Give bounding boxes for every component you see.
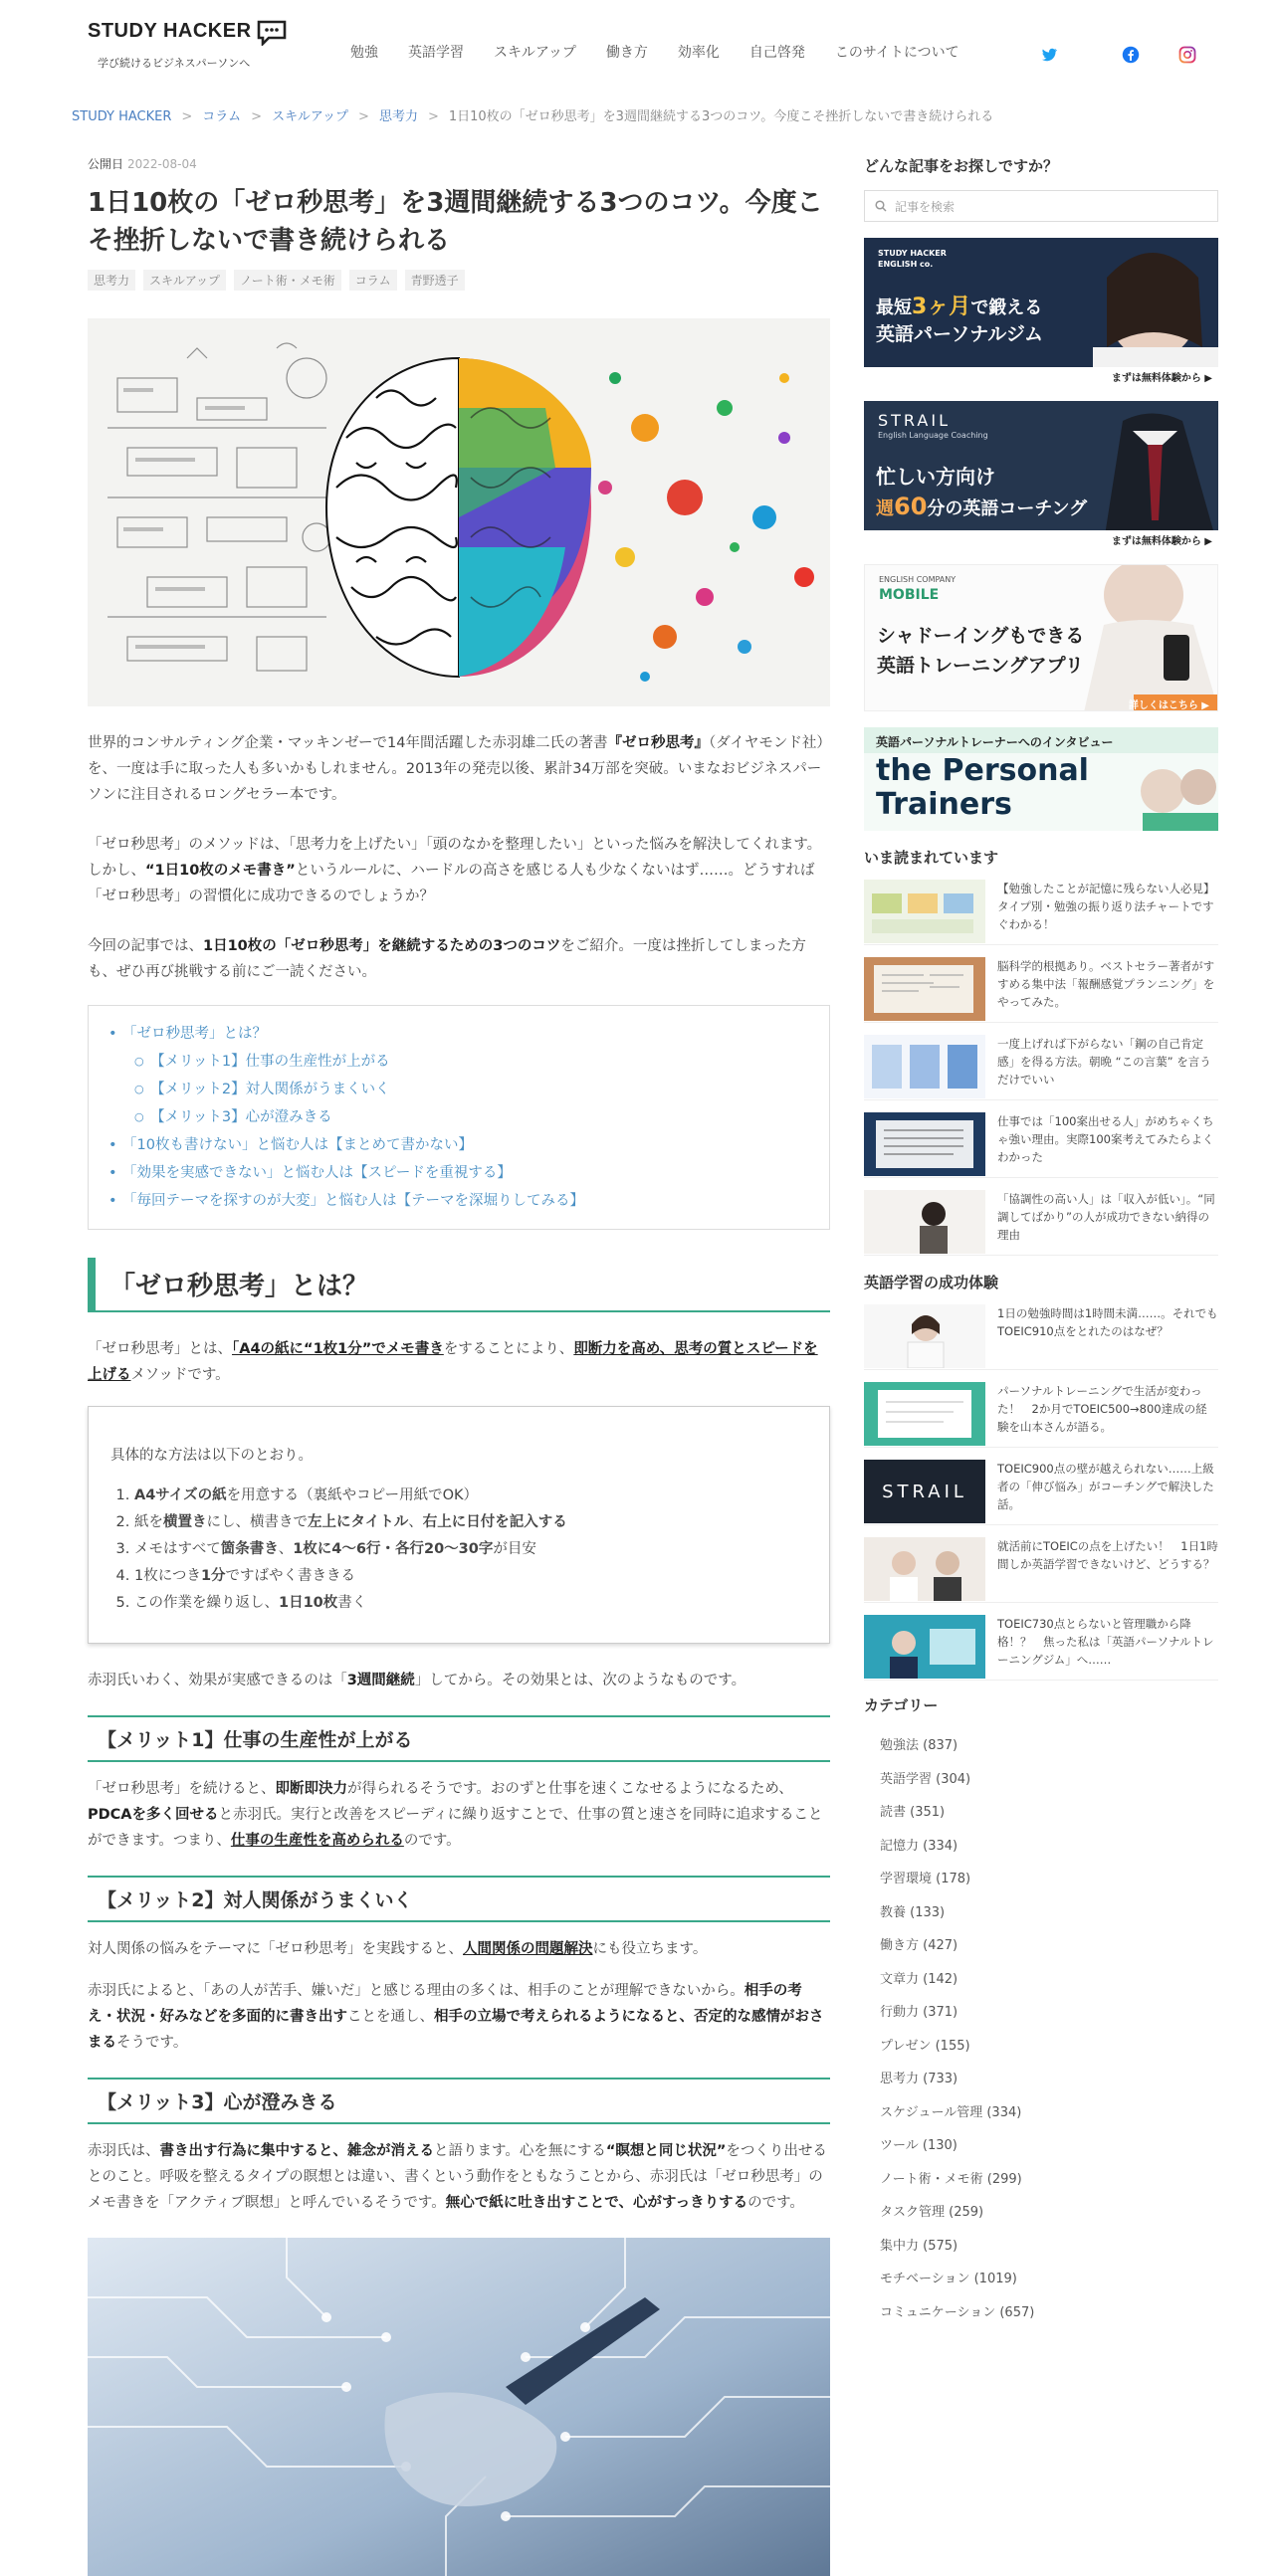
- intro-paragraph-1: [88, 730, 830, 808]
- breadcrumb-home[interactable]: STUDY HACKER: [72, 109, 172, 124]
- category-item[interactable]: 勉強法 (837): [880, 1738, 958, 1753]
- intro-paragraph-2: [88, 832, 830, 909]
- category-item[interactable]: 行動力 (371): [880, 2005, 958, 2020]
- method-step: [134, 1563, 807, 1590]
- m2-bold: 相手の考え・状況・好みなどを多面的に書き出す: [88, 1983, 802, 2025]
- ranking-title: 仕事では「100案出せる人」がめちゃくちゃ強い理由。実際100案考えてみたらよくわかった: [997, 1114, 1214, 1164]
- tag-author[interactable]: 青野透子: [405, 270, 465, 291]
- m3-bold: 無心で紙に吐き出すことで、心がすっきりする: [445, 2195, 748, 2211]
- intro3-text: 今回の記事では、: [88, 938, 203, 954]
- ranking-title: 一度上げれば下がらない「鋼の自己肯定感」を得る方法。朝晩 “この言葉” を言うだけでいい: [997, 1037, 1211, 1087]
- m3-text: のです。: [747, 2195, 804, 2211]
- ranking-thumb: [864, 1112, 985, 1176]
- m1-text: のです。: [403, 1833, 461, 1849]
- ad-strail-sub: English Language Coaching: [878, 431, 988, 440]
- nav-item-efficiency[interactable]: 効率化: [677, 45, 720, 61]
- logo-tagline: 学び続けるビジネスパーソンへ: [98, 57, 251, 70]
- method-step: [134, 1590, 807, 1617]
- intro3-bold: 1日10枚の「ゼロ秒思考」を継続するための3つのコツ: [203, 938, 561, 954]
- method-box: [88, 1406, 830, 1644]
- sidebar: [864, 155, 1218, 2329]
- ranking-item[interactable]: [864, 957, 1218, 1023]
- intro1-text: 世界的コンサルティング企業・マッキンゼーで14年間活躍した赤羽雄二氏の著書: [88, 735, 608, 751]
- toc-item[interactable]: ○ 【メリット2】対人関係がうまくいく: [108, 1076, 811, 1103]
- toc-item[interactable]: • 「効果を実感できない」と悩む人は【スピードを重視する】: [108, 1159, 811, 1187]
- ad-mobile-app[interactable]: [864, 564, 1218, 711]
- nav-item-workstyle[interactable]: 働き方: [605, 45, 648, 61]
- m3-bold: “瞑想と同じ状況”: [605, 2143, 727, 2159]
- ad-personal-trainers[interactable]: [864, 727, 1218, 831]
- success-thumb: [864, 1304, 985, 1368]
- success-item[interactable]: [864, 1304, 1218, 1370]
- category-item[interactable]: 教養 (133): [880, 1904, 946, 1920]
- logo-text: STUDY HACKER: [88, 20, 252, 42]
- step-text: にし、横書きで: [206, 1514, 308, 1530]
- def-text: 「ゼロ秒思考」とは、: [88, 1341, 232, 1357]
- tag-note[interactable]: ノート術・メモ術: [234, 270, 341, 291]
- hero-brain-image: [88, 318, 830, 706]
- success-thumb: [864, 1382, 985, 1446]
- step-text: 書く: [337, 1595, 367, 1611]
- nav-item-study[interactable]: 勉強: [350, 45, 378, 61]
- search-input[interactable]: [864, 190, 1218, 222]
- method-step: [134, 1536, 807, 1563]
- m2-bold: 人間関係の問題解決: [463, 1941, 593, 1957]
- m2-text: 対人関係の悩みをテーマに「ゼロ秒思考」を実践すると、: [88, 1941, 463, 1957]
- category-item[interactable]: 学習環境 (178): [880, 1872, 971, 1886]
- toc-item[interactable]: • 「10枚も書けない」と悩む人は【まとめて書かない】: [108, 1131, 811, 1159]
- intro2-text: 「ゼロ秒思考」のメソッドは、「思考力を上げたい」「頭のなかを整理したい」といった悩みを解決してくれます。しかし、: [88, 837, 822, 879]
- success-thumb-label: STRAIL: [882, 1481, 967, 1502]
- effect-paragraph: [88, 1668, 830, 1693]
- m3-bold: 書き出す行為に集中すると、雑念が消える: [159, 2143, 434, 2159]
- ad-english-cta: まずは無料体験から ▶: [1111, 373, 1212, 384]
- category-item[interactable]: 集中力 (575): [880, 2238, 958, 2254]
- ad-strail-brand: STRAIL: [878, 411, 951, 430]
- step-bold: 1分: [200, 1568, 226, 1584]
- ad-strail[interactable]: [864, 401, 1218, 548]
- tag-column[interactable]: コラム: [349, 270, 397, 291]
- success-title: パーソナルトレーニングで生活が変わった！ 2か月でTOEIC500→800達成の経験を山本さんが語る。: [997, 1384, 1207, 1434]
- success-thumb: [864, 1460, 985, 1523]
- m2-text: にも役立ちます。: [592, 1941, 708, 1957]
- intro1-book: 『ゼロ秒思考』: [607, 735, 709, 751]
- step-bold: 1枚に4～6行・各行20～30字: [293, 1541, 494, 1557]
- section-heading: 「ゼロ秒思考」とは？: [88, 1258, 830, 1312]
- m1-bold: 即断即決力: [275, 1781, 347, 1797]
- ranking-thumb: [864, 1190, 985, 1254]
- category-list: [864, 1729, 1218, 2329]
- step-bold: 横置き: [163, 1514, 207, 1530]
- ranking-thumb: [864, 1035, 985, 1098]
- step-text: 1枚につき: [134, 1568, 201, 1584]
- ad-english-line2: 英語パーソナルジム: [876, 323, 1044, 345]
- m3-text: 赤羽氏は、: [88, 2143, 160, 2159]
- success-thumb: [864, 1615, 985, 1679]
- category-item[interactable]: ツール (130): [880, 2138, 958, 2153]
- article: [88, 155, 830, 2576]
- ad-text-highlight: 60: [894, 493, 928, 520]
- success-item[interactable]: [864, 1615, 1218, 1681]
- breadcrumb: STUDY HACKER > コラム > スキルアップ > 思考力 > 1日10枚の「ゼロ秒思考」を3週間継続する3つのコツ。今度こそ挫折しないで書き続けられる: [72, 109, 994, 124]
- chat-bubble-icon: [257, 20, 287, 46]
- tag-skillup[interactable]: スキルアップ: [143, 270, 226, 291]
- category-item[interactable]: 文章力 (142): [880, 1971, 958, 1987]
- success-title: 1日の勉強時間は1時間未満……。それでもTOEIC910点をとれたのはなぜ？: [997, 1306, 1218, 1338]
- nav-item-skillup[interactable]: スキルアップ: [494, 45, 576, 61]
- nav-item-english[interactable]: 英語学習: [408, 45, 464, 61]
- category-item[interactable]: タスク管理 (259): [880, 2205, 984, 2220]
- m1-text: と赤羽氏。実行と改善をスピーディに繰り返すことで、仕事の質と速さを同時に追求することができます。つまり、: [88, 1807, 823, 1849]
- step-text: が目安: [493, 1541, 536, 1557]
- table-of-contents: [88, 1005, 830, 1230]
- category-item[interactable]: スケジュール管理 (334): [880, 2104, 1022, 2120]
- category-item[interactable]: プレゼン (155): [880, 2038, 970, 2054]
- success-title: 就活前にTOEICの点を上げたい！ 1日1時間しか英語学習できないけど、どうする？: [997, 1539, 1218, 1571]
- ad-english-line1: [876, 290, 1042, 320]
- ad-english-brand: STUDY HACKER ENGLISH co.: [878, 249, 947, 269]
- ranking-title: 脳科学的根拠あり。ベストセラー著者がすすめる集中法「報酬感覚プランニング」をやってみた。: [997, 959, 1215, 1009]
- step-text: メモはすべて: [134, 1541, 221, 1557]
- date-label: 公開日: [88, 157, 124, 171]
- ranking-title: 「協調性の高い人」は「収入が低い」。“同調してばかり”の人が成功できない納得の理由: [997, 1192, 1215, 1242]
- effect-bold: 3週間継続: [346, 1673, 415, 1688]
- method-steps: [110, 1483, 807, 1617]
- category-item[interactable]: 働き方 (427): [880, 1938, 958, 1953]
- intro2-bold: “1日10枚のメモ書き”: [145, 863, 296, 879]
- success-item[interactable]: [864, 1537, 1218, 1603]
- def-bold-1: 「A4の紙に“1枚1分”でメモ書き: [232, 1341, 444, 1357]
- instagram-icon[interactable]: [1178, 46, 1196, 64]
- ad-text: で鍛える: [970, 297, 1043, 318]
- category-item[interactable]: 英語学習 (304): [880, 1771, 971, 1787]
- m2-bold: 相手の立場で考えられるようになると、否定的な感情がおさまる: [88, 2009, 824, 2051]
- category-item[interactable]: モチベーション (1019): [880, 2272, 1017, 2286]
- writing-circuit-image: [88, 2238, 830, 2576]
- article-title: 1日10枚の「ゼロ秒思考」を3週間継続する3つのコツ。今度こそ挫折しないで書き続けられる: [88, 188, 823, 256]
- ranking-thumb: [864, 957, 985, 1021]
- category-item[interactable]: ノート術・メモ術 (299): [880, 2171, 1022, 2187]
- step-text: 、: [278, 1541, 294, 1557]
- m2-text: 赤羽氏によると、「あの人が苦手、嫌いだ」と感じる理由の多くは、相手のことが理解できないから。: [88, 1983, 745, 1999]
- ad-trainers-top: 英語パーソナルトレーナーへのインタビュー: [876, 735, 1114, 749]
- def-text-3: メソッドです。: [130, 1367, 230, 1383]
- intro1-rest: （ダイヤモンド社）を、一度は手に取った人も多いかもしれません。2013年の発売以後、累計34万部を突破。いまなおビジネスパーソンに注目されるロングセラー本です。: [88, 735, 824, 803]
- method-intro: 具体的な方法は以下のとおり。: [110, 1448, 313, 1464]
- step-text: この作業を繰り返し、: [134, 1595, 279, 1611]
- def-text-2: をすることにより、: [443, 1341, 574, 1357]
- def-bold-2: 即断力を高め、思考の質とスピードを上げる: [88, 1341, 818, 1383]
- ad-mobile-brand: ENGLISH COMPANY: [879, 575, 957, 584]
- merit3-paragraph: [88, 2138, 830, 2216]
- ad-mobile-brand2: MOBILE: [879, 587, 940, 603]
- ad-strail-cta: まずは無料体験から ▶: [1111, 536, 1212, 547]
- ad-strail-line1: 忙しい方向け: [876, 465, 995, 489]
- m1-text: が得られるそうです。おのずと仕事を速くこなせるようになるため、: [347, 1781, 793, 1797]
- ranking-item[interactable]: [864, 1190, 1218, 1256]
- breadcrumb-current: 1日10枚の「ゼロ秒思考」を3週間継続する3つのコツ。今度こそ挫折しないで書き続けられる: [448, 109, 994, 124]
- m1-bold: 仕事の生産性を高められる: [230, 1833, 404, 1849]
- method-step: [134, 1483, 807, 1509]
- ranking-title: 【勉強したことが記憶に残らない人必見】タイプ別・勉強の振り返り法チャートですぐわかる！: [997, 882, 1215, 931]
- m1-bold: PDCAを多く回せる: [88, 1807, 219, 1823]
- ad-mobile-line1: シャドーイングもできる: [877, 625, 1085, 647]
- method-step: [134, 1509, 807, 1536]
- ad-trainers-big1: the Personal: [876, 753, 1089, 788]
- ranking-item[interactable]: [864, 880, 1218, 945]
- success-title: TOEIC900点の壁が越えられない……上級者の「伸び悩み」がコーチングで解決した話。: [997, 1462, 1214, 1511]
- m3-text: と語ります。心を無にする: [434, 2143, 606, 2159]
- merit2-heading: 【メリット2】対人関係がうまくいく: [88, 1876, 830, 1922]
- ad-mobile-cta: 詳しくはこちら ▶: [1128, 700, 1209, 711]
- twitter-icon[interactable]: [1040, 46, 1058, 64]
- nav-item-self-dev[interactable]: 自己啓発: [748, 45, 805, 61]
- effect-rest: 」してから。その効果とは、次のようなものです。: [414, 1673, 746, 1688]
- facebook-icon[interactable]: [1122, 46, 1140, 64]
- site-logo[interactable]: [88, 20, 297, 71]
- ranking-heading: いま読まれています: [864, 849, 999, 867]
- effect-text: 赤羽氏いわく、効果が実感できるのは「: [88, 1673, 347, 1688]
- merit1-paragraph: [88, 1776, 830, 1854]
- site-header: [0, 0, 1278, 99]
- step-bold: 箇条書き: [220, 1541, 279, 1557]
- search-heading: どんな記事をお探しですか？: [864, 157, 1059, 175]
- m1-text: 「ゼロ秒思考」を続けると、: [88, 1781, 276, 1797]
- breadcrumb-skillup[interactable]: スキルアップ: [272, 109, 349, 124]
- definition-paragraph: [88, 1336, 830, 1388]
- success-item[interactable]: [864, 1382, 1218, 1448]
- step-bold: 1日10枚: [279, 1595, 338, 1611]
- tag-list: [88, 270, 830, 291]
- tag-thinking[interactable]: 思考力: [88, 270, 135, 291]
- ranking-item[interactable]: [864, 1112, 1218, 1178]
- toc-item[interactable]: • 「ゼロ秒思考」とは？: [108, 1020, 811, 1048]
- category-heading: カテゴリー: [864, 1696, 939, 1714]
- intro2-rest: というルールに、ハードルの高さを感じる人も少なくないはず……。どうすれば「ゼロ秒思考」の習慣化に成功できるのでしょうか？: [88, 863, 815, 904]
- ad-text-highlight: 3ヶ月: [912, 295, 971, 319]
- step-text: を用意する（裏紙やコピー用紙でOK）: [226, 1487, 478, 1503]
- success-thumb: [864, 1537, 985, 1601]
- ad-mobile-line2: 英語トレーニングアプリ: [877, 655, 1084, 677]
- search-icon: [875, 200, 887, 212]
- category-item[interactable]: 思考力 (733): [880, 2072, 958, 2086]
- merit1-heading: 【メリット1】仕事の生産性が上がる: [88, 1715, 830, 1762]
- merit2-paragraph-1: [88, 1936, 830, 1962]
- m2-text: ことを通し、: [347, 2009, 434, 2025]
- intro3-rest: をご紹介。一度は挫折してしまった方も、ぜひ再び挑戦する前にご一読ください。: [88, 938, 806, 980]
- publish-date: [88, 155, 830, 172]
- merit2-paragraph-2: [88, 1978, 830, 2056]
- step-text: ですばやく書ききる: [225, 1568, 356, 1584]
- ranking-item[interactable]: [864, 1035, 1218, 1100]
- toc-item[interactable]: • 「毎回テーマを探すのが大変」と悩む人は【テーマを深堀りしてみる】: [108, 1187, 811, 1215]
- step-bold: 右上に日付を記入する: [422, 1514, 567, 1530]
- success-heading: 英語学習の成功体験: [864, 1274, 999, 1291]
- ad-text: 最短: [876, 297, 912, 318]
- success-item[interactable]: [864, 1460, 1218, 1525]
- ranking-thumb: [864, 880, 985, 943]
- ad-strail-line2: [876, 493, 1087, 520]
- category-item[interactable]: 読書 (351): [880, 1805, 946, 1820]
- date-value: 2022-08-04: [127, 157, 197, 171]
- search-placeholder: 記事を検索: [895, 199, 956, 214]
- step-text: 、: [408, 1514, 423, 1530]
- nav-item-about[interactable]: このサイトについて: [834, 45, 959, 61]
- success-title: TOEIC730点とらないと管理職から降格！？ 焦った私は「英語パーソナルトレーニングジム」へ……: [997, 1617, 1214, 1667]
- intro-paragraph-3: [88, 933, 830, 985]
- breadcrumb-column[interactable]: コラム: [202, 109, 242, 124]
- m3-text: をつくり出せるとのこと。呼吸を整えるタイプの瞑想とは違い、書くという動作をともなうことから、赤羽氏は「ゼロ秒思考」のメモ書きを「アクティブ瞑想」と呼んでいるそうです。: [88, 2143, 827, 2211]
- step-bold: A4サイズの紙: [134, 1487, 227, 1503]
- ad-text: 分の英語コーチング: [927, 498, 1088, 519]
- ad-trainers-big2: Trainers: [876, 787, 1012, 822]
- category-item[interactable]: 記憶力 (334): [880, 1838, 958, 1854]
- ad-english-gym[interactable]: [864, 238, 1218, 385]
- m2-text: そうです。: [116, 2035, 188, 2051]
- ad-text-highlight: 週: [876, 498, 894, 519]
- toc-item[interactable]: ○ 【メリット1】仕事の生産性が上がる: [108, 1048, 811, 1076]
- merit3-heading: 【メリット3】心が澄みきる: [88, 2078, 830, 2124]
- global-nav: [350, 42, 959, 62]
- step-text: 紙を: [134, 1514, 163, 1530]
- step-bold: 左上にタイトル: [308, 1514, 409, 1530]
- toc-item[interactable]: ○ 【メリット3】心が澄みきる: [108, 1103, 811, 1131]
- breadcrumb-thinking[interactable]: 思考力: [378, 109, 418, 124]
- category-item[interactable]: コミュニケーション (657): [880, 2304, 1035, 2320]
